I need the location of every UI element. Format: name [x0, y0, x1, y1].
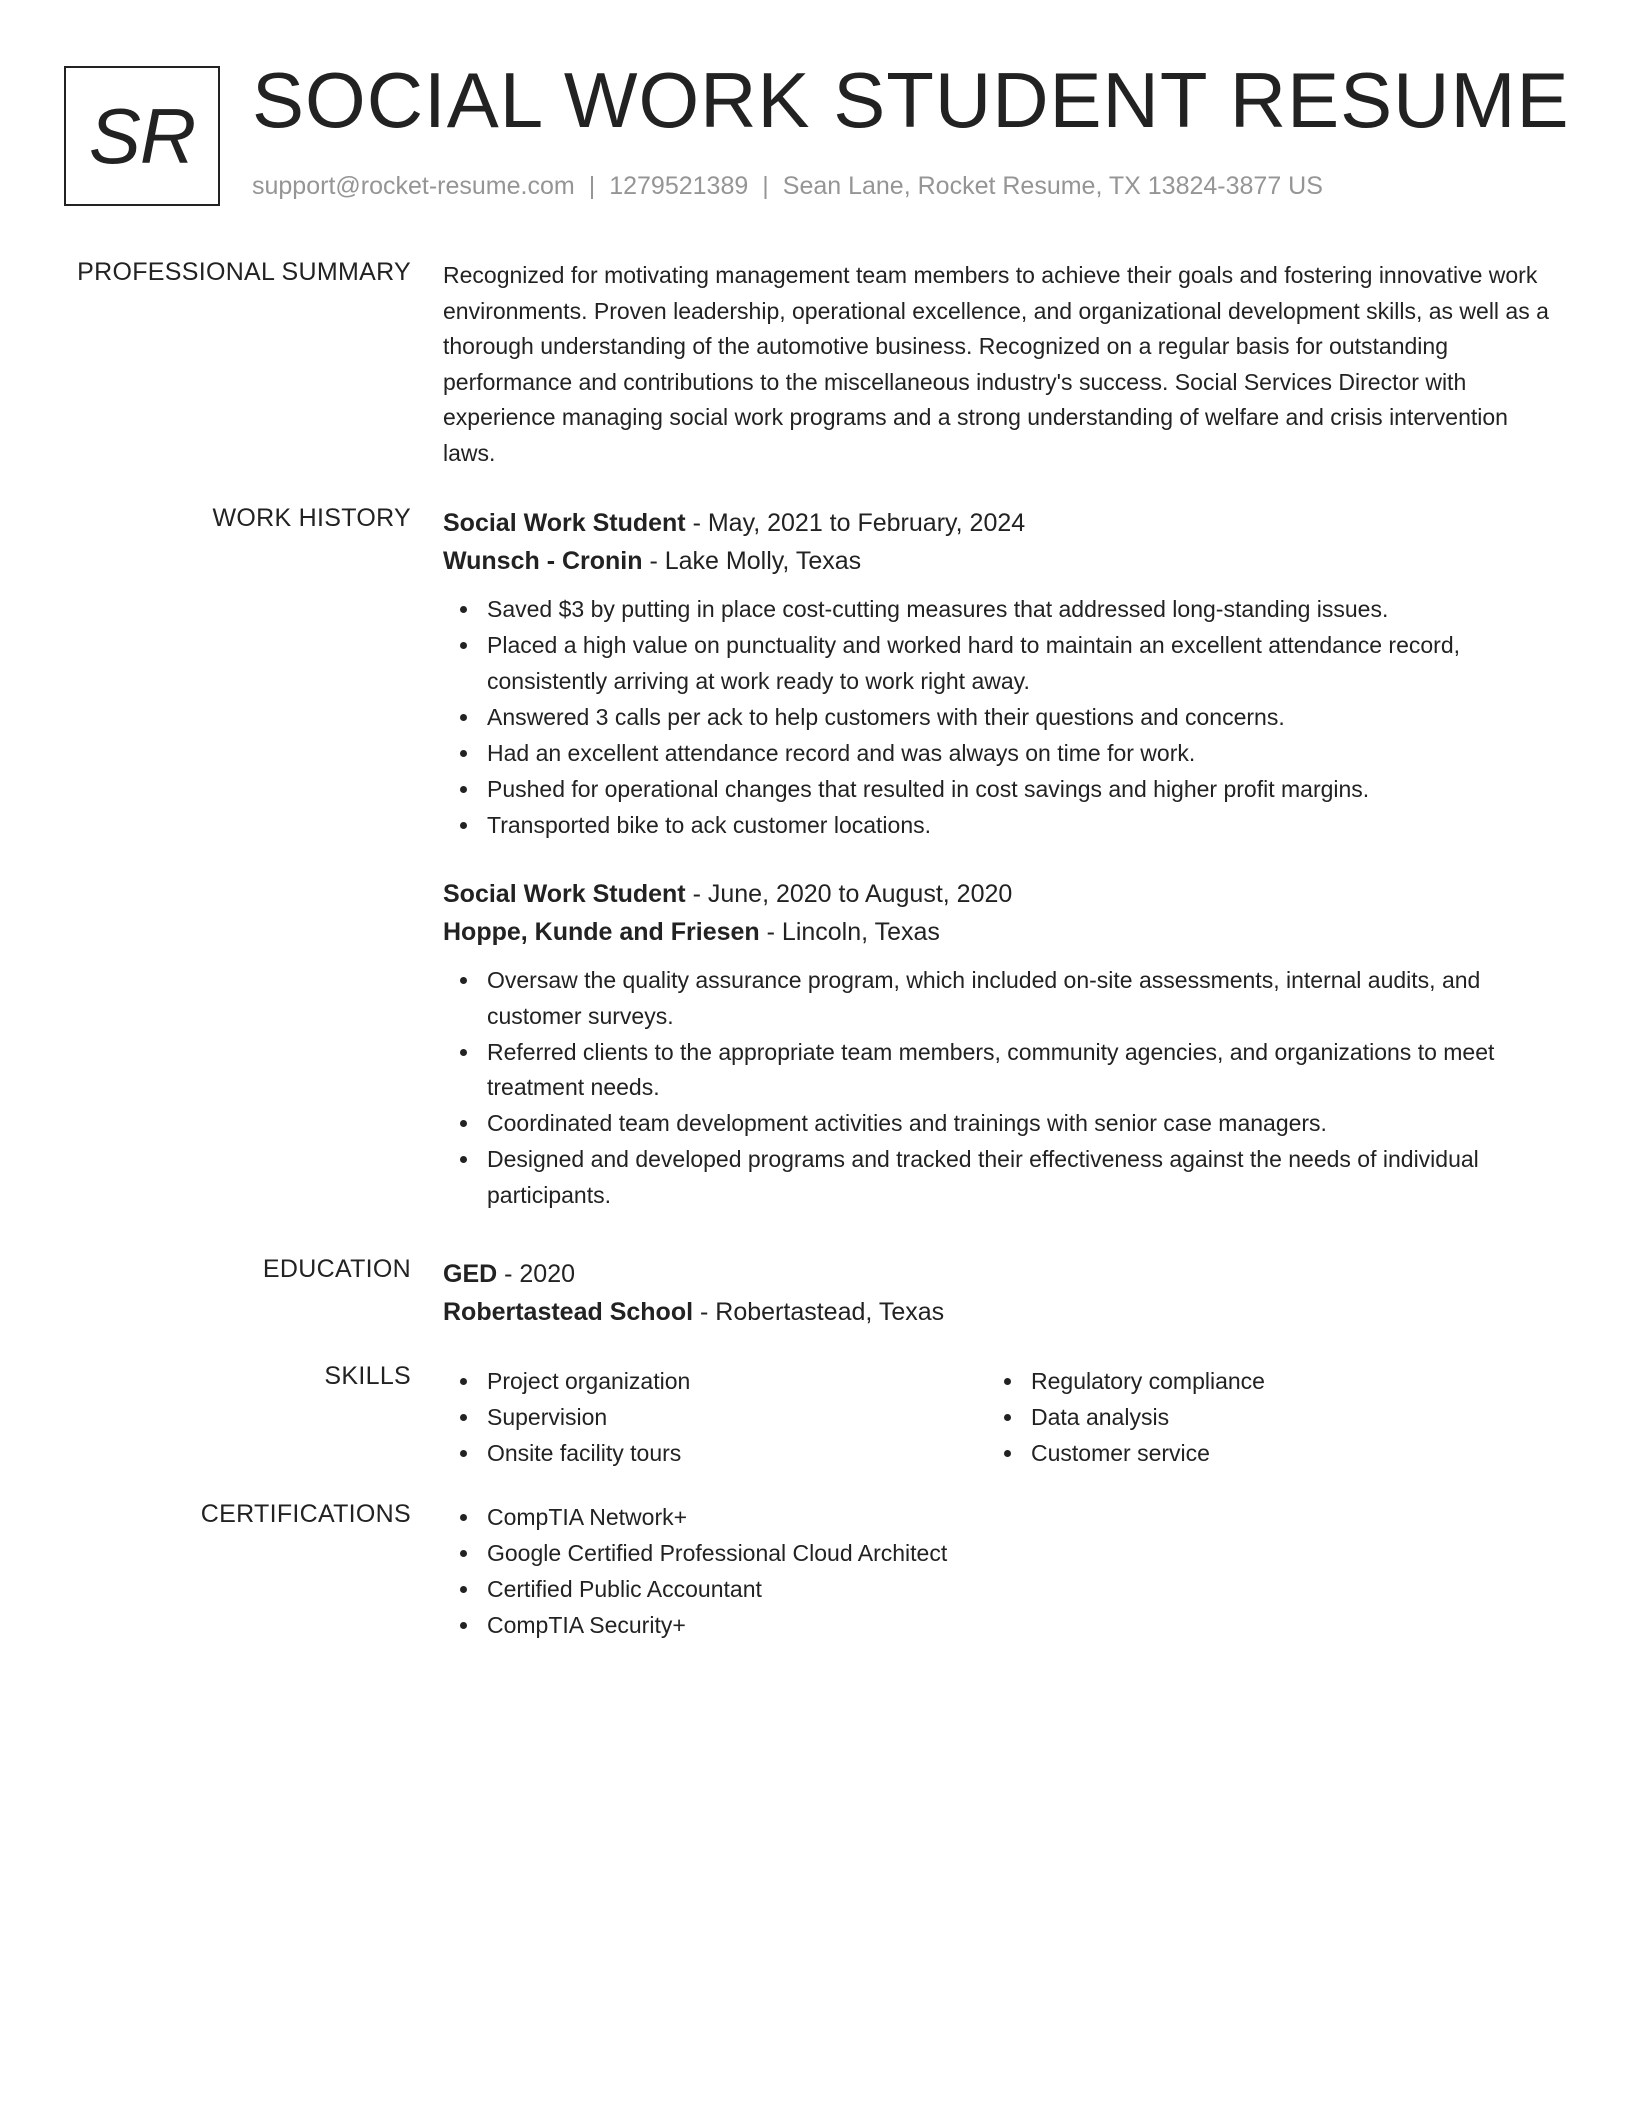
contact-line	[252, 172, 1323, 201]
list-item: Data analysis	[1031, 1400, 1531, 1436]
job-title: Social Work Student	[443, 509, 686, 537]
school-line	[443, 1293, 1555, 1331]
section-label-certifications: CERTIFICATIONS	[200, 1500, 411, 1528]
summary-body	[443, 258, 1555, 471]
certifications-list	[443, 1500, 1555, 1644]
section-label-education: EDUCATION	[262, 1255, 411, 1283]
list-item: Project organization	[487, 1364, 987, 1400]
list-item: Placed a high value on punctuality and worked hard to maintain an excellent attendance record, consistently arriving at work ready to work right away.	[487, 628, 1555, 699]
section-label-skills: SKILLS	[324, 1362, 411, 1390]
list-item: Customer service	[1031, 1436, 1531, 1472]
skills-grid	[443, 1364, 1555, 1472]
list-item: Answered 3 calls per ack to help customers with their questions and concerns.	[487, 700, 1555, 736]
list-item: Supervision	[487, 1400, 987, 1436]
list-item: CompTIA Security+	[487, 1608, 1555, 1644]
summary-text: Recognized for motivating management team members to achieve their goals and fostering innovative work environments. Proven leadership, operational excellence, and organizational development skills, as well as a thorough understanding of the automotive business. Recognized on a regular basis for outstanding performance and contributions to the miscellaneous industry's success. Social Services Director with experience managing social work programs and a strong understanding of welfare and crisis intervention laws.	[443, 262, 1549, 466]
skills-list-right	[987, 1364, 1531, 1472]
list-item: Regulatory compliance	[1031, 1364, 1531, 1400]
education-body	[443, 1255, 1555, 1331]
list-item: Transported bike to ack customer locations.	[487, 808, 1555, 844]
list-item: Pushed for operational changes that resulted in cost savings and higher profit margins.	[487, 772, 1555, 808]
degree-line	[443, 1255, 1555, 1293]
list-item: Google Certified Professional Cloud Architect	[487, 1536, 1555, 1572]
list-item: Had an excellent attendance record and was always on time for work.	[487, 736, 1555, 772]
list-item: Onsite facility tours	[487, 1436, 987, 1472]
school-location: - Robertastead, Texas	[693, 1298, 945, 1326]
contact-address: Sean Lane, Rocket Resume, TX 13824-3877 US	[782, 172, 1323, 200]
degree: GED	[443, 1260, 498, 1288]
list-item: Designed and developed programs and tracked their effectiveness against the needs of individual participants.	[487, 1142, 1555, 1213]
section-label-work-history: WORK HISTORY	[212, 504, 411, 532]
work-history-body	[443, 504, 1555, 1214]
list-item: Certified Public Accountant	[487, 1572, 1555, 1608]
job-duties-list	[443, 963, 1555, 1213]
contact-separator: |	[588, 172, 596, 200]
job-dates: - June, 2020 to August, 2020	[685, 880, 1013, 908]
school-name: Robertastead School	[443, 1298, 694, 1326]
skills-list-left	[443, 1364, 987, 1472]
list-item: Oversaw the quality assurance program, which included on-site assessments, internal audits, and customer surveys.	[487, 963, 1555, 1034]
job-title-line	[443, 875, 1555, 913]
certifications-body	[443, 1500, 1555, 1644]
monogram-initials: SR	[88, 91, 196, 180]
company-line	[443, 913, 1555, 951]
contact-phone: 1279521389	[609, 172, 749, 200]
section-label-summary: PROFESSIONAL SUMMARY	[77, 258, 411, 286]
company-location: - Lake Molly, Texas	[642, 547, 862, 575]
company-name: Hoppe, Kunde and Friesen	[443, 918, 760, 946]
company-line	[443, 542, 1555, 580]
job-dates: - May, 2021 to February, 2024	[685, 509, 1026, 537]
job-title-line	[443, 504, 1555, 542]
degree-year: - 2020	[497, 1260, 576, 1288]
monogram-badge	[64, 66, 220, 206]
resume-title: SOCIAL WORK STUDENT RESUME	[252, 56, 1570, 144]
skills-body	[443, 1364, 1555, 1472]
company-name: Wunsch - Cronin	[443, 547, 643, 575]
job-entry	[443, 875, 1555, 1213]
contact-email: support@rocket-resume.com	[252, 172, 575, 200]
list-item: Coordinated team development activities and trainings with senior case managers.	[487, 1106, 1555, 1142]
contact-separator: |	[762, 172, 769, 200]
job-duties-list	[443, 592, 1555, 843]
list-item: Saved $3 by putting in place cost-cutting measures that addressed long-standing issues.	[487, 592, 1555, 628]
job-title: Social Work Student	[443, 880, 686, 908]
job-entry	[443, 504, 1555, 843]
list-item: Referred clients to the appropriate team members, community agencies, and organizations to meet treatment needs.	[487, 1035, 1555, 1106]
list-item: CompTIA Network+	[487, 1500, 1555, 1536]
company-location: - Lincoln, Texas	[759, 918, 940, 946]
